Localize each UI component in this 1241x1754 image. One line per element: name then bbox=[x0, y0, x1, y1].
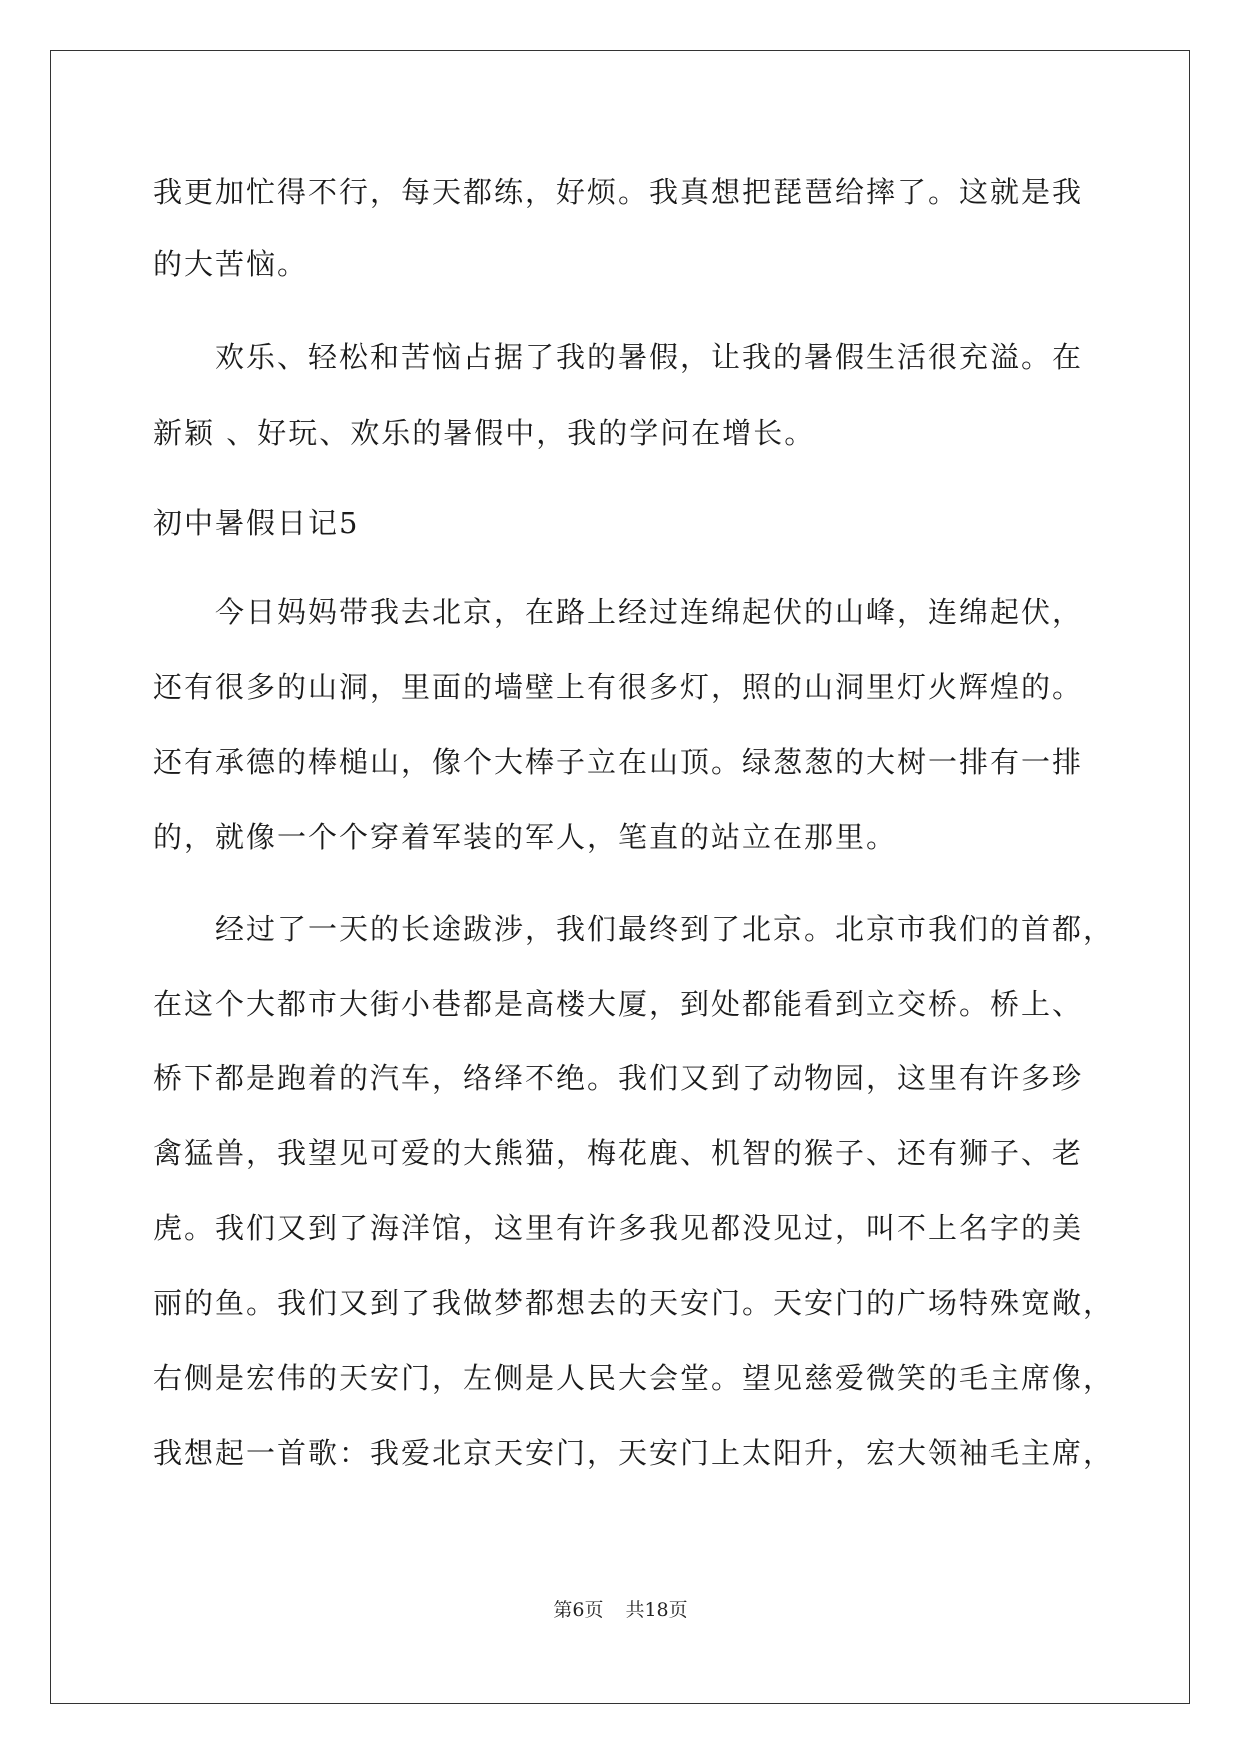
text-line: 还有承德的棒槌山，像个大棒子立在山顶。绿葱葱的大树一排有一排 bbox=[153, 745, 1084, 779]
text-line: 新颖 、好玩、欢乐的暑假中，我的学问在增长。 bbox=[153, 416, 816, 450]
text-line: 的大苦恼。 bbox=[153, 247, 309, 281]
paragraph-start-line: 今日妈妈带我去北京，在路上经过连绵起伏的山峰，连绵起伏， bbox=[215, 595, 1084, 629]
text-line: 还有很多的山洞，里面的墙壁上有很多灯，照的山洞里灯火辉煌的。 bbox=[153, 670, 1084, 704]
text-line: 禽猛兽，我望见可爱的大熊猫，梅花鹿、机智的猴子、还有狮子、老 bbox=[153, 1136, 1084, 1170]
text-line: 丽的鱼。我们又到了我做梦都想去的天安门。天安门的广场特殊宽敞， bbox=[153, 1286, 1115, 1320]
text-line: 右侧是宏伟的天安门，左侧是人民大会堂。望见慈爱微笑的毛主席像， bbox=[153, 1361, 1115, 1395]
text-line: 的，就像一个个穿着军装的军人，笔直的站立在那里。 bbox=[153, 820, 898, 854]
section-heading: 初中暑假日记5 bbox=[153, 506, 360, 540]
page-number-total: 共18页 bbox=[625, 1599, 688, 1621]
text-line: 我更加忙得不行，每天都练，好烦。我真想把琵琶给摔了。这就是我 bbox=[153, 175, 1084, 209]
text-line: 我想起一首歌：我爱北京天安门，天安门上太阳升，宏大领袖毛主席， bbox=[153, 1436, 1115, 1470]
text-line: 在这个大都市大街小巷都是高楼大厦，到处都能看到立交桥。桥上、 bbox=[153, 987, 1084, 1021]
paragraph-start-line: 欢乐、轻松和苦恼占据了我的暑假，让我的暑假生活很充溢。在 bbox=[215, 340, 1084, 374]
text-line: 虎。我们又到了海洋馆，这里有许多我见都没见过，叫不上名字的美 bbox=[153, 1211, 1084, 1245]
page-footer bbox=[0, 1597, 1241, 1623]
page-number-current: 第6页 bbox=[553, 1599, 604, 1621]
paragraph-start-line: 经过了一天的长途跋涉，我们最终到了北京。北京市我们的首都， bbox=[215, 912, 1115, 946]
text-line: 桥下都是跑着的汽车，络绎不绝。我们又到了动物园，这里有许多珍 bbox=[153, 1061, 1084, 1095]
